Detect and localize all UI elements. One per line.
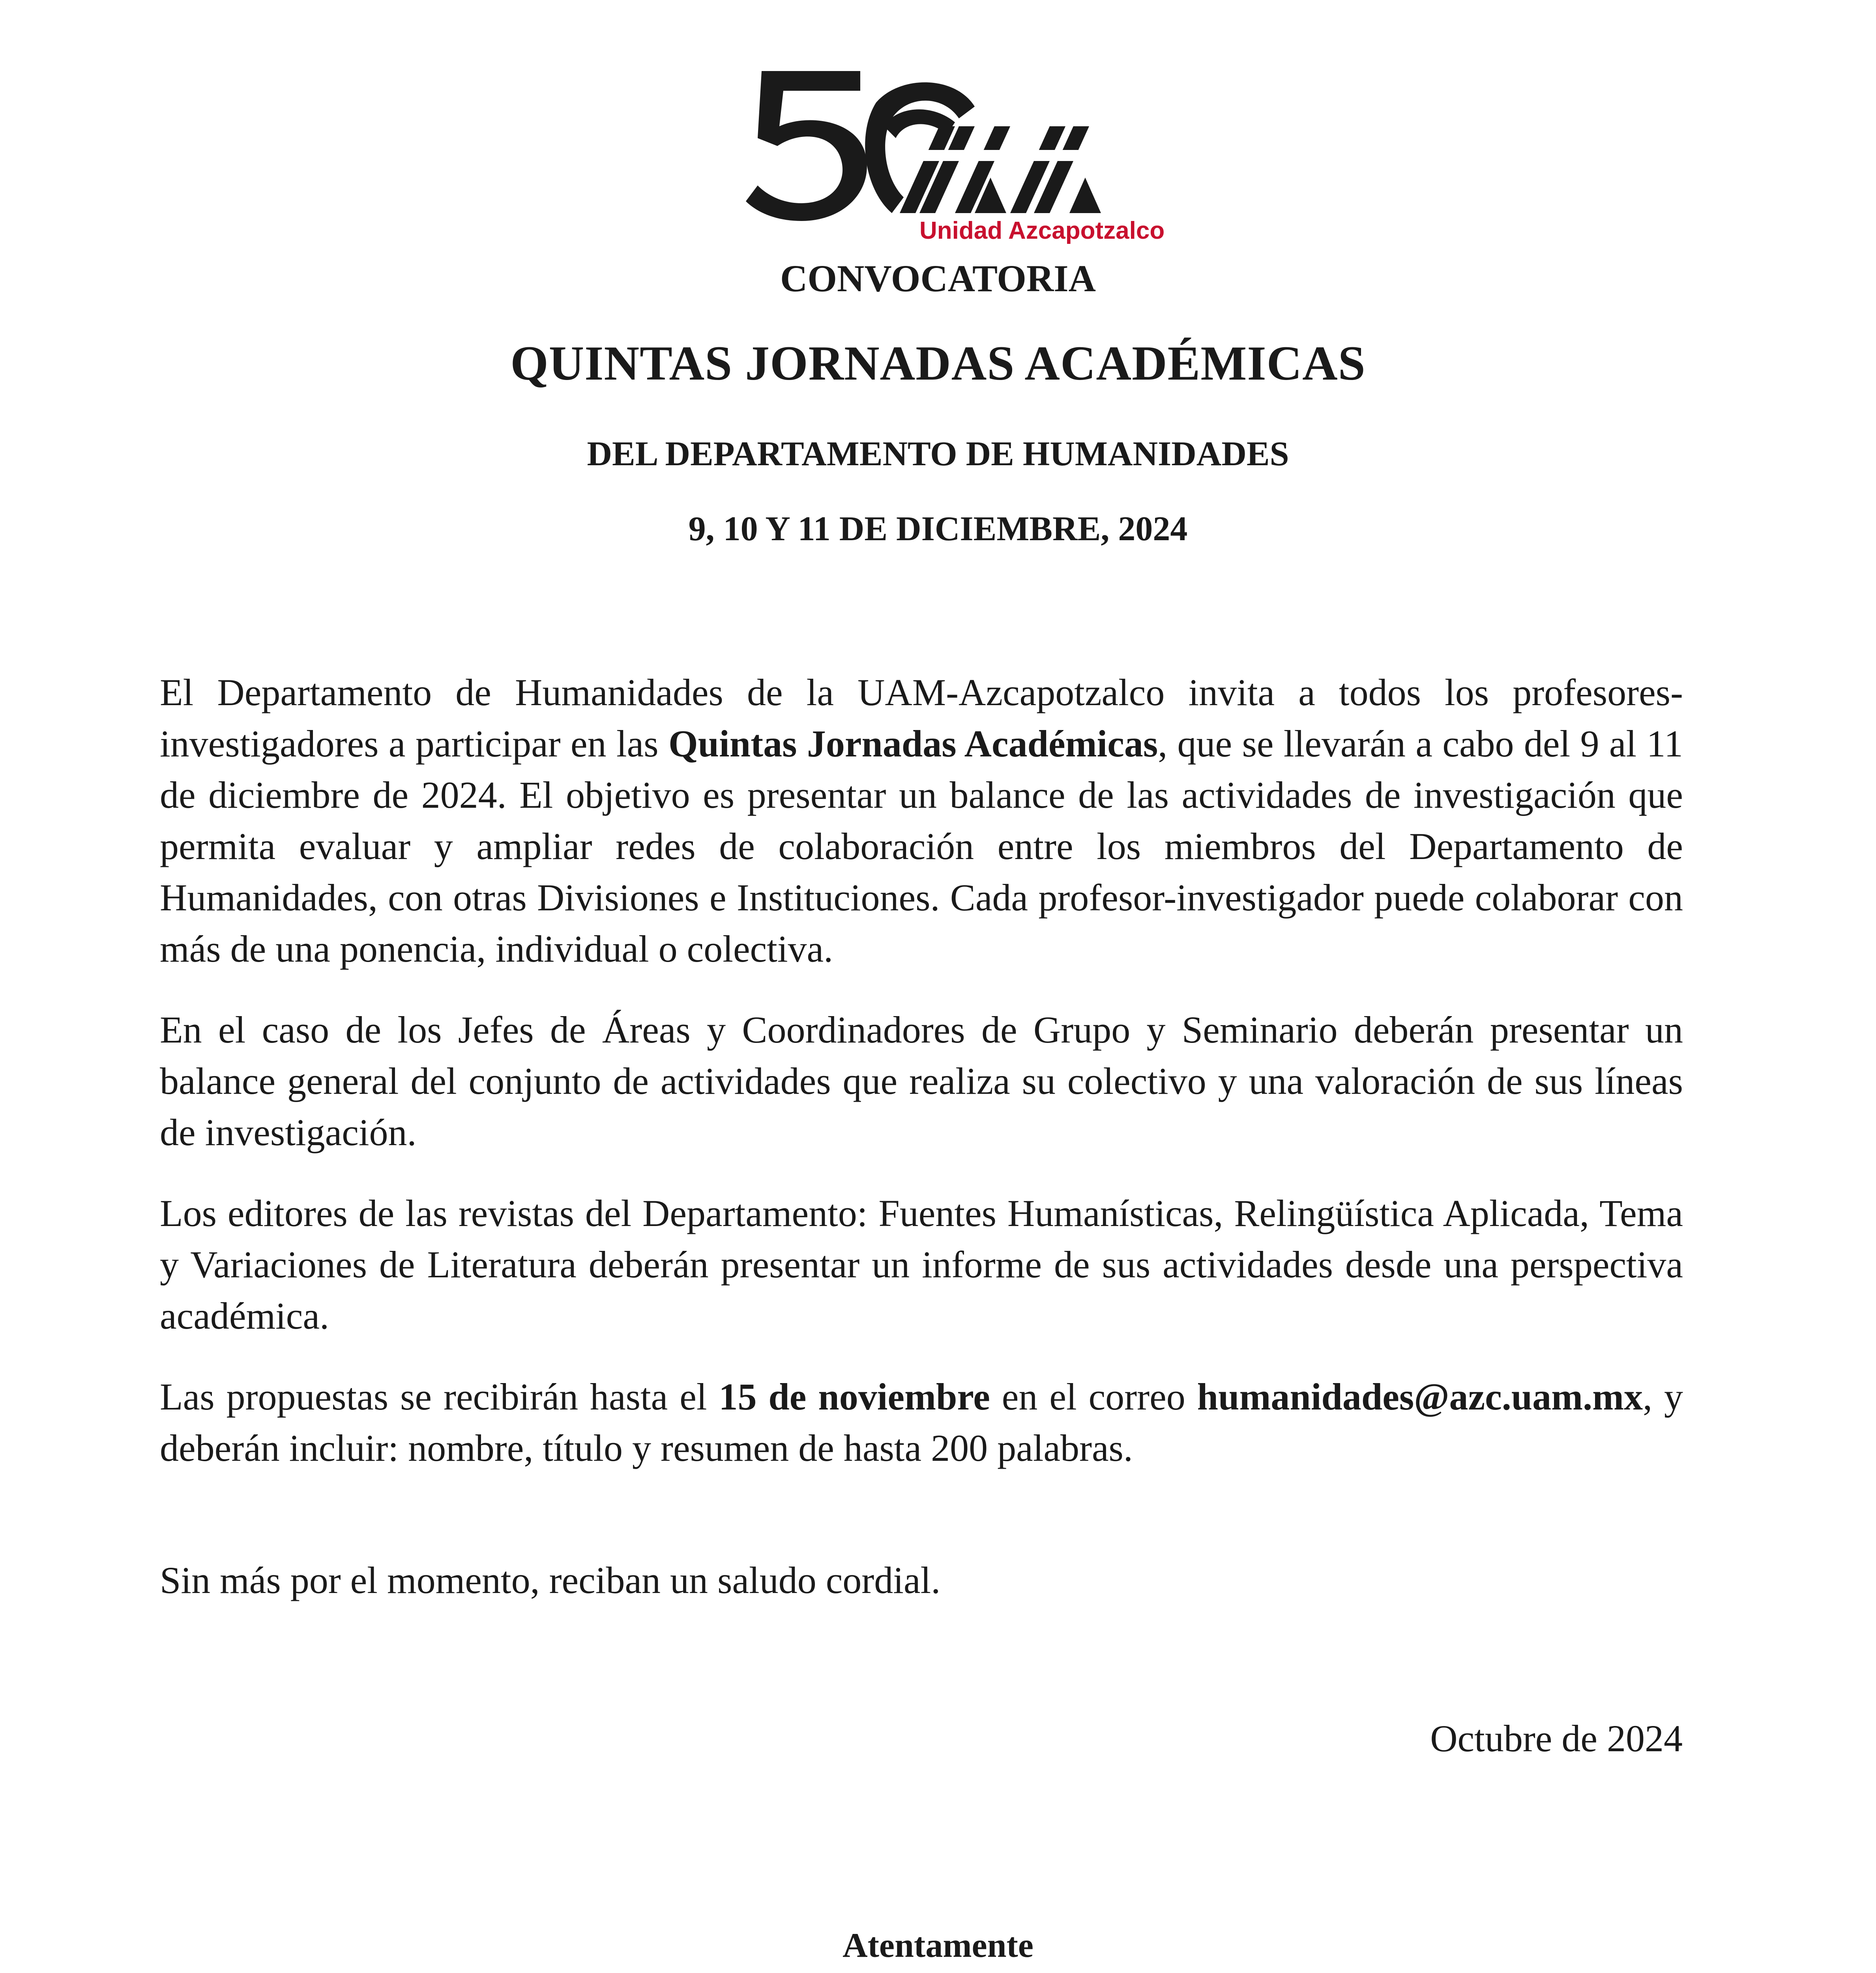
event-name-bold: Quintas Jornadas Académicas [668, 723, 1158, 765]
convocatoria-heading: CONVOCATORIA [780, 257, 1096, 300]
closing-atentamente: Atentamente [843, 1926, 1033, 1965]
paragraph-text: El Departamento de Humanidades de la UAM-Azcapotzalco invita a todos los profesores-investigadores a participar en las [160, 671, 1683, 765]
uam-50-logo [734, 59, 1165, 245]
paragraph-coordinators: En el caso de los Jefes de Áreas y Coordinadores de Grupo y Seminario deberán presentar un balance general del conjunto de actividades que realiza su colectivo y una valoración de sus líneas de investigación. [160, 1009, 1683, 1153]
deadline-bold: 15 de noviembre [719, 1376, 990, 1418]
email-link[interactable]: humanidades@azc.uam.mx [1197, 1376, 1643, 1418]
uam-50-logo-graphic [734, 59, 1165, 245]
paragraph-text: , y deberán incluir: nombre, título y resumen de hasta 200 palabras. [160, 1376, 1683, 1469]
paragraph-submission [160, 1371, 1683, 1474]
paragraph-editors: Los editores de las revistas del Departamento: Fuentes Humanísticas, Relingüística Aplicada, Tema y Variaciones de Literatura deberán presentar un informe de sus actividades desde una perspectiva académica. [160, 1192, 1683, 1337]
department-subtitle: DEL DEPARTAMENTO DE HUMANIDADES [587, 435, 1289, 473]
event-dates: 9, 10 Y 11 DE DICIEMBRE, 2024 [688, 510, 1188, 548]
paragraph-text: Las propuestas se recibirán hasta el [160, 1376, 719, 1418]
paragraph-text: en el correo [990, 1376, 1197, 1418]
paragraph-invitation [160, 667, 1683, 975]
logo-unit-text: Unidad Azcapotzalco [919, 217, 1165, 244]
letter-date: Octubre de 2024 [1430, 1717, 1683, 1760]
event-title: QUINTAS JORNADAS ACADÉMICAS [510, 336, 1366, 390]
paragraph-farewell: Sin más por el momento, reciban un saludo cordial. [160, 1559, 941, 1601]
paragraph-text: , que se llevarán a cabo del 9 al 11 de diciembre de 2024. El objetivo es presentar un balance de las actividades de investigación que permita evaluar y ampliar redes de colaboración entre los miembros del Departamento de Humanidades, con otras Divisiones e Instituciones. Cada profesor-investigador puede colaborar con más de una ponencia, individual o colectiva. [160, 723, 1683, 970]
